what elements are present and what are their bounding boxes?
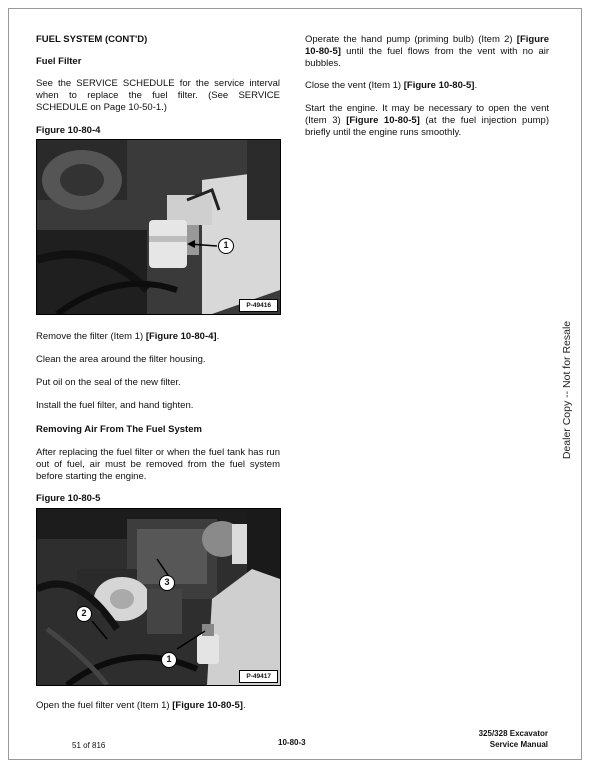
figure-2-photo-id: P-49417 (239, 670, 278, 683)
oil-seal-step: Put oil on the seal of the new filter. (36, 377, 181, 388)
page-number: 10-80-3 (278, 738, 306, 747)
figure-2-caption: Figure 10-80-5 (36, 493, 101, 504)
removing-air-heading: Removing Air From The Fuel System (36, 424, 202, 435)
clean-area-step: Clean the area around the filter housing. (36, 354, 206, 365)
close-vent-step: Close the vent (Item 1) [Figure 10-80-5]. (305, 80, 478, 91)
page-count: 51 of 816 (72, 741, 106, 750)
start-engine-step: Start the engine. It may be necessary to open the vent (Item 3) [Figure 10-80-5] (at the fuel injection pump) briefly until the engine runs smoothly. (305, 103, 549, 138)
fuel-filter-intro: See the SERVICE SCHEDULE for the service interval when to replace the fuel filter. (See SERVICE SCHEDULE on Page 10-50-1.) (36, 78, 280, 113)
footer-model: 325/328 Excavator (478, 729, 548, 738)
fuel-filter-photo-image (37, 140, 280, 314)
fuel-filter-heading: Fuel Filter (36, 56, 82, 67)
remove-filter-step: Remove the filter (Item 1) [Figure 10-80-4]. (36, 331, 220, 342)
section-title: FUEL SYSTEM (CONT'D) (36, 34, 148, 45)
engine-photo-image (37, 509, 280, 685)
figure-2-callout-2: 2 (76, 606, 92, 622)
install-filter-step: Install the fuel filter, and hand tighten. (36, 400, 194, 411)
removing-air-text: After replacing the fuel filter or when the fuel tank has run out of fuel, air must be removed from the fuel system before starting the engine. (36, 447, 280, 482)
figure-1-callout-1: 1 (218, 238, 234, 254)
figure-2-callout-1: 1 (161, 652, 177, 668)
hand-pump-step: Operate the hand pump (priming bulb) (Item 2) [Figure 10-80-5] until the fuel flows from the vent with no air bubbles. (305, 34, 549, 69)
figure-2-photo (36, 508, 281, 686)
figure-1-photo (36, 139, 281, 315)
footer-manual: Service Manual (489, 740, 548, 749)
figure-1-photo-id: P-49416 (239, 299, 278, 312)
figure-2-callout-3: 3 (159, 575, 175, 591)
dealer-copy-watermark: Dealer Copy -- Not for Resale (561, 320, 573, 460)
figure-1-caption: Figure 10-80-4 (36, 125, 101, 136)
open-vent-step: Open the fuel filter vent (Item 1) [Figure 10-80-5]. (36, 700, 246, 711)
